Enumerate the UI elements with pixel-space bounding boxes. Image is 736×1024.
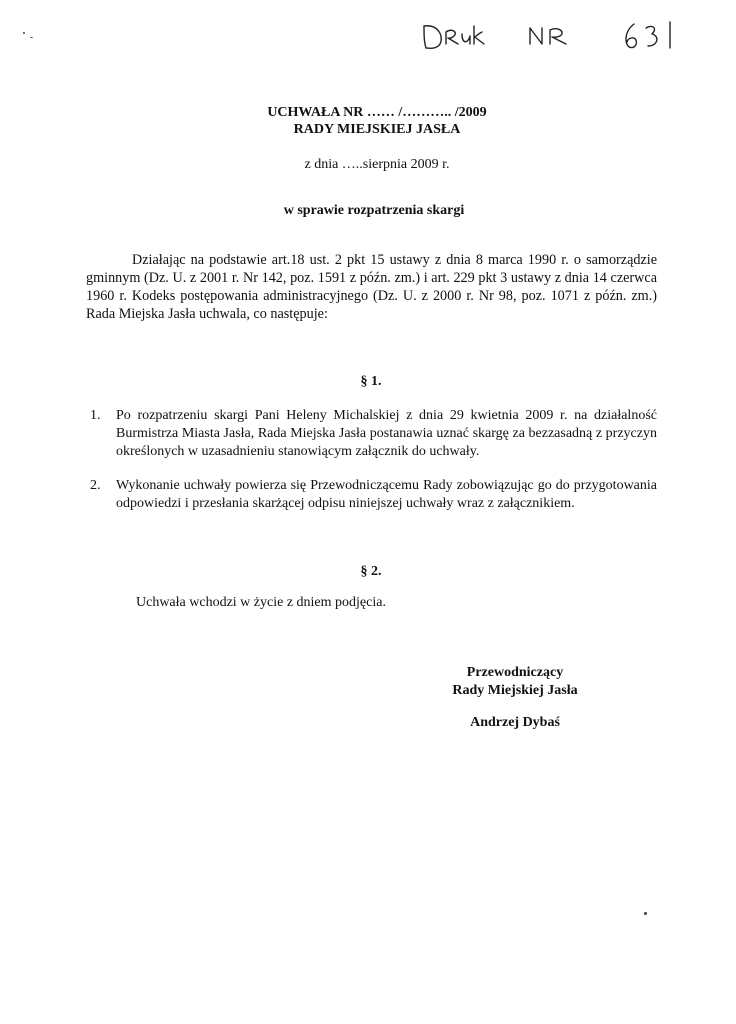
- closing-statement: Uchwała wchodzi w życie z dniem podjęcia.: [136, 595, 386, 610]
- council-name: RADY MIEJSKIEJ JASŁA: [293, 122, 461, 137]
- list-item-number: 1.: [90, 408, 101, 423]
- section-1-heading: § 1.: [360, 374, 382, 389]
- resolution-header: [0, 104, 736, 138]
- list-item: [90, 407, 657, 461]
- signatory-name: Andrzej Dybaś: [470, 715, 560, 730]
- resolution-date: z dnia …..sierpnia 2009 r.: [304, 157, 450, 172]
- list-item-text: Po rozpatrzeniu skargi Pani Heleny Michalskiej z dnia 29 kwietnia 2009 r. na działalność Burmistrza Miasta Jasła, Rada Miejska Jasła postanawia uznać skargę za bezzasadną z przyczyn określonych w uzasadnieniu stanowiącym załącznik do uchwały.: [116, 408, 657, 459]
- list-item-text: Wykonanie uchwały powierza się Przewodniczącemu Rady zobowiązując go do przygotowania odpowiedzi i przesłania skarżącej odpisu niniejszej uchwały wraz z załącznikiem.: [116, 478, 657, 511]
- signature-block: [400, 664, 630, 732]
- scan-speck: [30, 37, 33, 38]
- resolution-number: UCHWAŁA NR …… /……….. /2009: [267, 105, 487, 120]
- preamble-paragraph: Działając na podstawie art.18 ust. 2 pkt 15 ustawy z dnia 8 marca 1990 r. o samorządzie gminnym (Dz. U. z 2001 r. Nr 142, poz. 1591 z późn. zm.) i art. 229 pkt 3 ustawy z dnia 14 czerwca 1960 r. Kodeks postępowania administracyjnego (Dz. U. z 2000 r. Nr 98, poz. 1071 z późn. zm.) Rada Miejska Jasła uchwala, co następuje:: [86, 252, 657, 322]
- resolution-subject: w sprawie rozpatrzenia skargi: [283, 203, 465, 218]
- list-item-number: 2.: [90, 478, 101, 493]
- handwritten-note-image: [420, 14, 710, 54]
- scan-speck: [23, 32, 25, 34]
- scan-speck: [644, 912, 647, 915]
- list-item: [90, 477, 657, 513]
- section-2-heading: § 2.: [360, 564, 382, 579]
- signature-title-line1: Przewodniczący: [466, 665, 564, 680]
- signature-title-line2: Rady Miejskiej Jasła: [452, 683, 578, 698]
- handwritten-note: [420, 14, 710, 54]
